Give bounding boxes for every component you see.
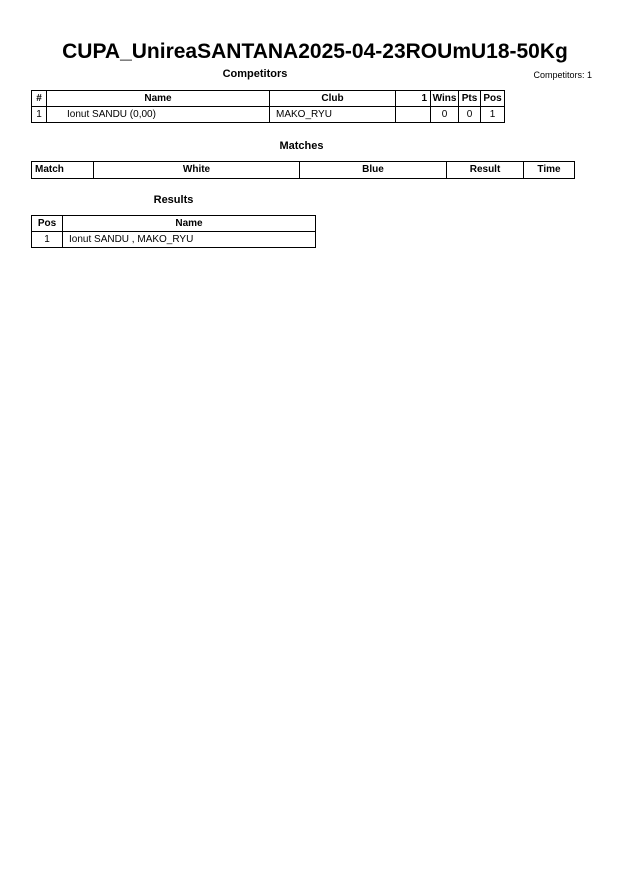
column-header-wins: Wins [431,91,459,107]
cell-pos: 1 [481,107,505,123]
column-header-result-name: Name [63,216,316,232]
matches-table [31,161,575,179]
table-row [32,107,505,123]
column-header-result-pos: Pos [32,216,63,232]
competitors-count: Competitors: 1 [533,70,592,80]
cell-pts: 0 [459,107,481,123]
cell-blank [396,107,431,123]
column-header-pos: Pos [481,91,505,107]
column-header-time: Time [524,162,575,179]
column-header-pts: Pts [459,91,481,107]
table-header-row [32,162,575,179]
results-table [31,215,316,248]
column-header-match: Match [32,162,94,179]
column-header-count: 1 [396,91,431,107]
table-header-row [32,91,505,107]
cell-result-name: Ionut SANDU , MAKO_RYU [63,232,316,248]
title-country: ROU [405,40,453,63]
table-row [32,232,316,248]
matches-heading: Matches [279,140,324,152]
column-header-result: Result [447,162,524,179]
page-title [0,40,630,64]
cell-wins: 0 [431,107,459,123]
results-heading: Results [153,194,194,206]
column-header-blue: Blue [300,162,447,179]
cell-club: MAKO_RYU [270,107,396,123]
cell-result-pos: 1 [32,232,63,248]
title-category: mU18-50Kg [452,40,568,63]
title-event: CUPA_UnireaSANTANA [62,40,299,63]
column-header-club: Club [270,91,396,107]
column-header-number: # [32,91,47,107]
competitors-heading: Competitors [222,68,288,80]
competitors-table [31,90,505,123]
title-date: 2025-04-23 [298,40,406,63]
cell-name: Ionut SANDU (0,00) [47,107,270,123]
cell-number: 1 [32,107,47,123]
column-header-white: White [94,162,300,179]
column-header-name: Name [47,91,270,107]
table-header-row [32,216,316,232]
